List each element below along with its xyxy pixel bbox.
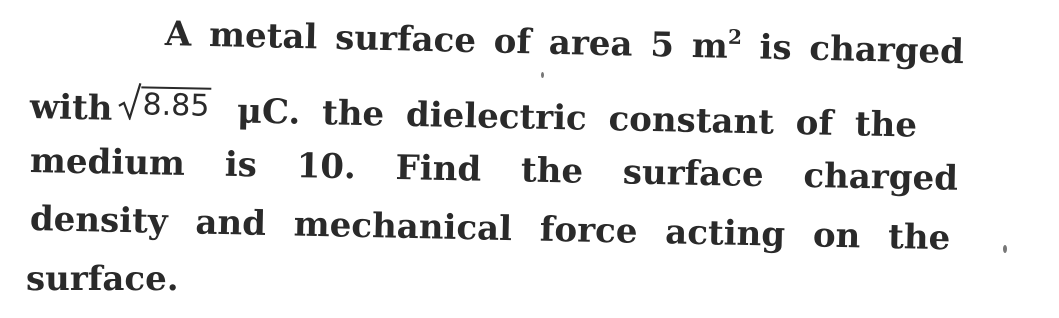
line1-text-end: is charged: [741, 27, 965, 73]
problem-line-3: medium is 10. Find the surface charged: [29, 141, 959, 199]
square-root-expression: [116, 82, 212, 122]
problem-line-1: [164, 14, 965, 73]
charge-radicand: 8.85: [140, 86, 211, 121]
line2-prefix: with: [29, 87, 113, 129]
line2-suffix: μC. the dielectric constant of the: [214, 90, 918, 146]
problem-line-2: [29, 80, 918, 146]
area-unit-superscript: 2: [727, 24, 743, 50]
scan-speck: [1003, 245, 1007, 253]
problem-line-5: surface.: [26, 259, 179, 299]
problem-line-4: density and mechanical force acting on the: [29, 199, 951, 259]
line1-text: A metal surface of area 5 m: [164, 14, 729, 67]
scan-speck: [541, 72, 544, 78]
radical-sign-icon: [116, 82, 141, 120]
